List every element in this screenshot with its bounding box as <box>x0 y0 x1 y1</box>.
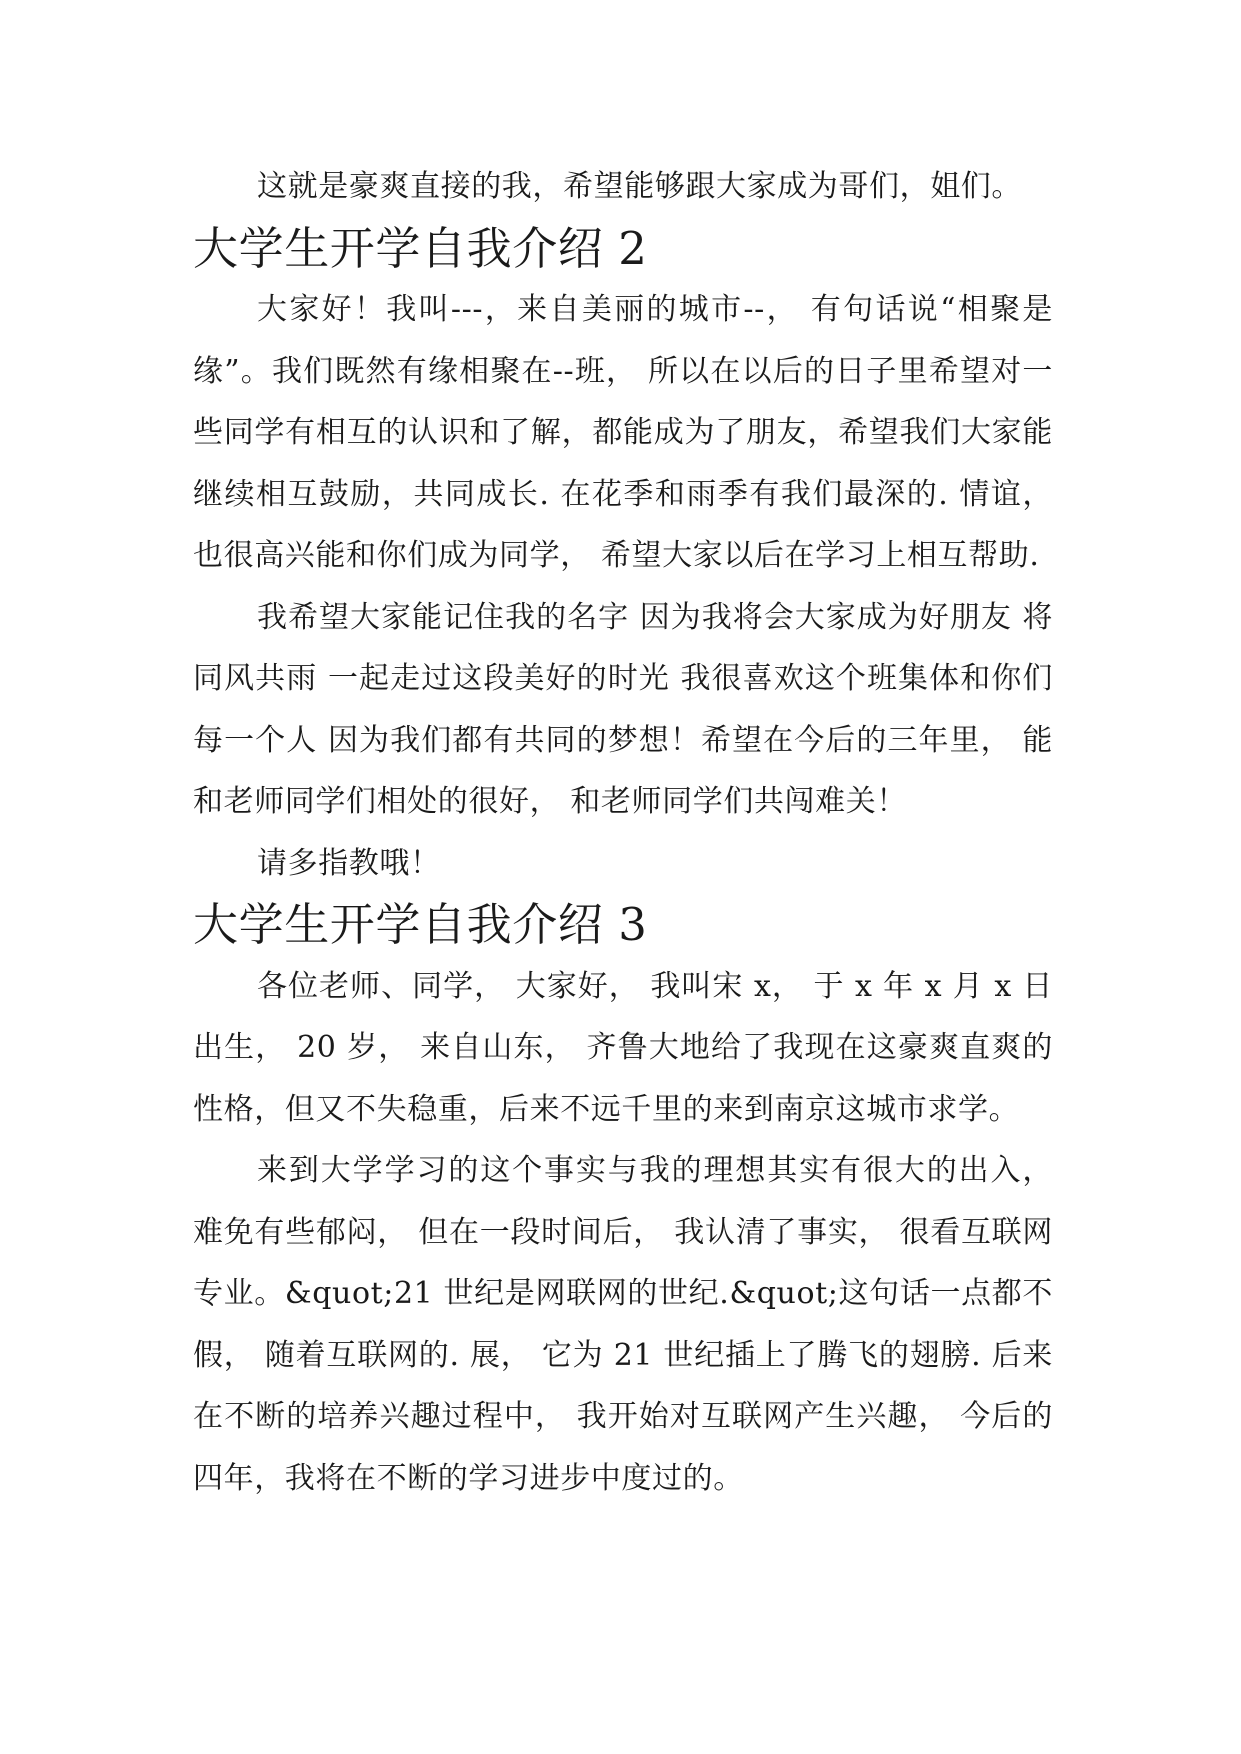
paragraph-intro-2: 大家好！我叫---，来自美丽的城市--， 有句话说“相聚是缘”。我们既然有缘相聚在--班， 所以在以后的日子里希望对一些同学有相互的认识和了解，都能成为了朋友，希望我们大家能继续相互鼓励，共同成长. 在花季和雨季有我们最深的. 情谊，也很高兴能和你们成为同学， 希望大家以后在学习上相互帮助. <box>193 292 1053 573</box>
paragraph-please-advise: 请多指教哦！ <box>257 845 441 881</box>
section-heading-2: 大学生开学自我介绍 2 <box>193 221 648 275</box>
paragraph-intro-3: 各位老师、同学， 大家好， 我叫宋 x， 于 x 年 x 月 x 日出生， 20 岁， 来自山东， 齐鲁大地给了我现在这豪爽直爽的性格，但又不失稳重，后来不远千里的来到南京这城市求学。 <box>193 968 1053 1127</box>
paragraph-hope: 我希望大家能记住我的名字 因为我将会大家成为好朋友 将同风共雨 一起走过这段美好的时光 我很喜欢这个班集体和你们每一个人 因为我们都有共同的梦想！希望在今后的三年里， 能和老师同学们相处的很好， 和老师同学们共闯难关！ <box>193 599 1053 819</box>
document-body <box>193 156 1053 1509</box>
paragraph-major: 来到大学学习的这个事实与我的理想其实有很大的出入， 难免有些郁闷， 但在一段时间后， 我认清了事实， 很看互联网专业。&quot;21 世纪是网联网的世纪.&quot;这句话一点都不假， 随着互联网的. 展， 它为 21 世纪插上了腾飞的翅膀. 后来在不断的培养兴趣过程中， 我开始对互联网产生兴趣， 今后的四年，我将在不断的学习进步中度过的。 <box>193 1153 1053 1496</box>
section-heading-3: 大学生开学自我介绍 3 <box>193 898 648 951</box>
paragraph-closing-line: 这就是豪爽直接的我，希望能够跟大家成为哥们，姐们。 <box>257 169 1022 204</box>
